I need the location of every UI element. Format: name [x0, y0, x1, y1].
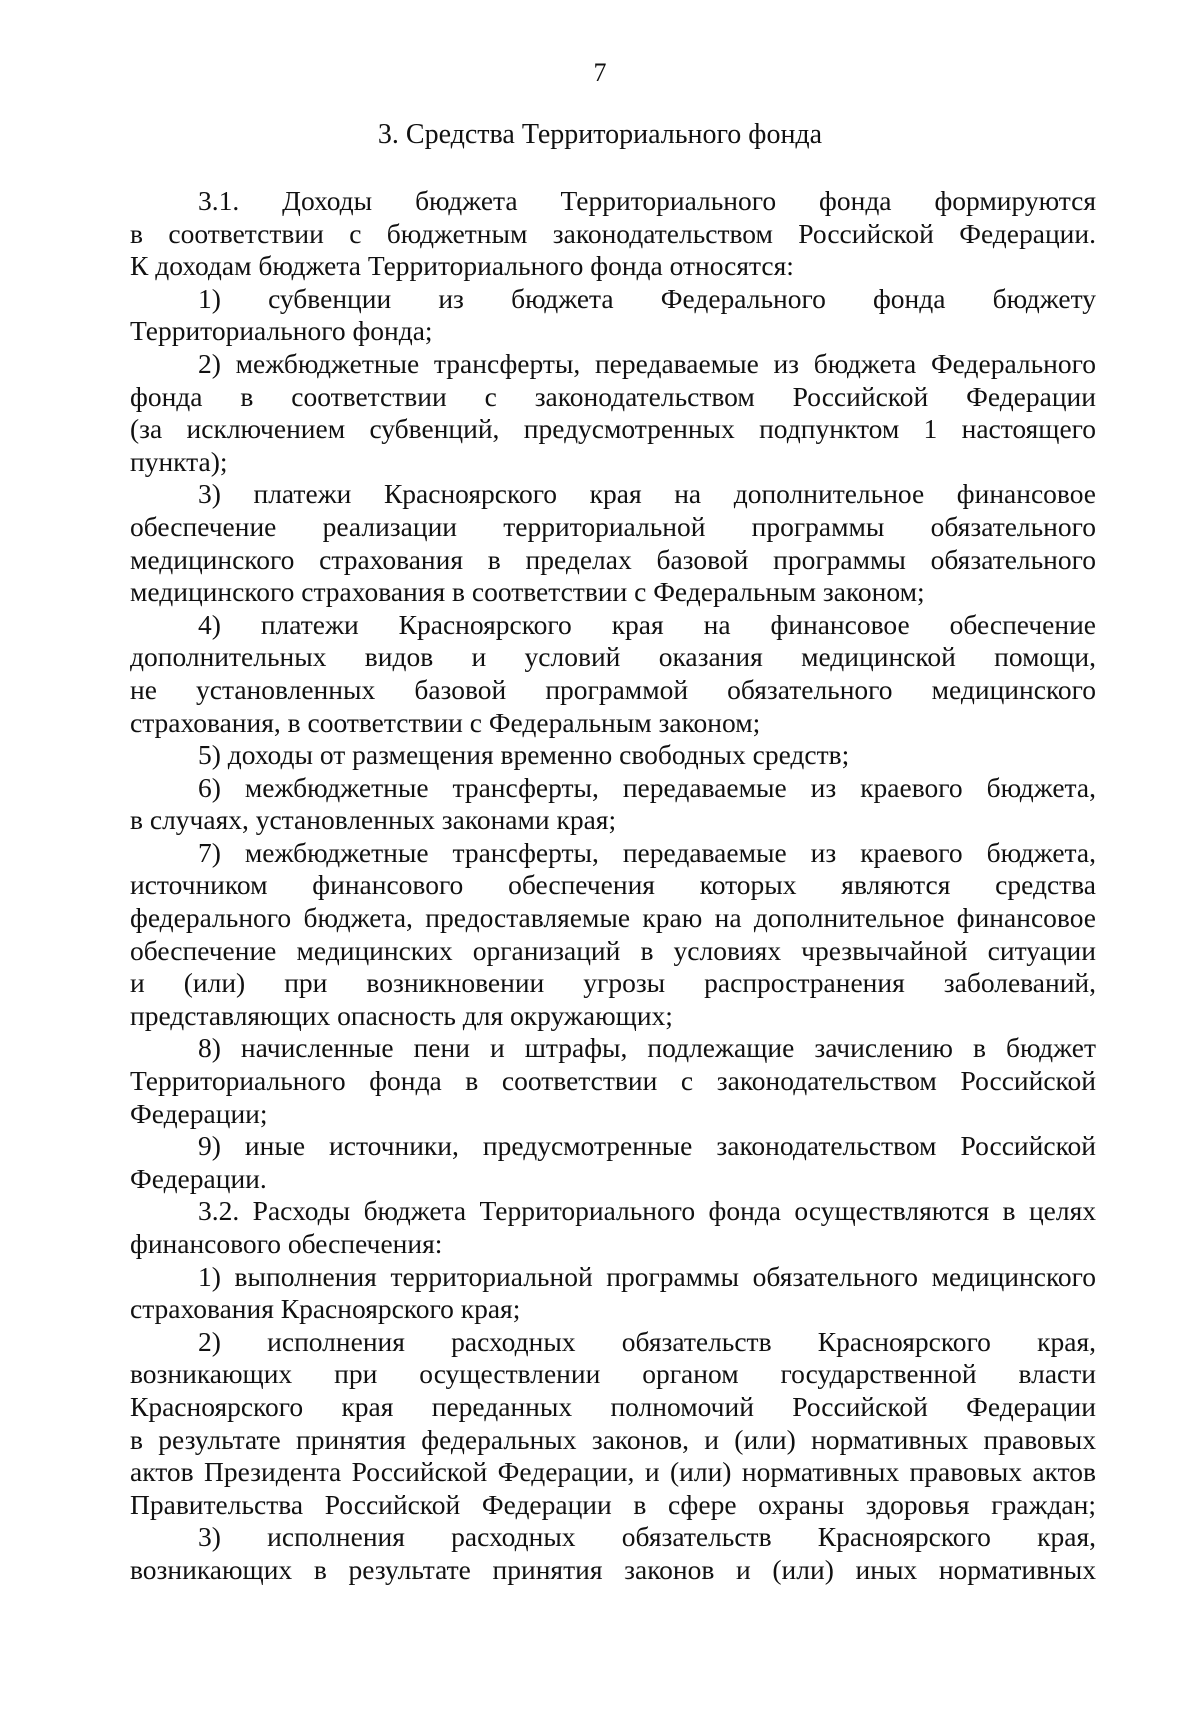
text-line: 1) субвенции из бюджета Федерального фонда бюджету: [198, 282, 1096, 314]
text-line: дополнительных видов и условий оказания медицинской помощи,: [130, 641, 1096, 673]
text-line: актов Президента Российской Федерации, и (или) нормативных правовых актов: [130, 1456, 1096, 1488]
text-line: федерального бюджета, предоставляемые краю на дополнительное финансовое: [130, 902, 1096, 934]
text-line: и (или) при возникновении угрозы распространения заболеваний,: [130, 967, 1096, 999]
text-line: Федерации;: [130, 1097, 268, 1129]
text-line: представляющих опасность для окружающих;: [130, 999, 673, 1031]
text-line: Территориального фонда в соответствии с законодательством Российской: [130, 1065, 1096, 1097]
text-line: 2) межбюджетные трансферты, передаваемые из бюджета Федерального: [198, 347, 1096, 379]
text-line: 3.2. Расходы бюджета Территориального фонда осуществляются в целях: [198, 1195, 1096, 1227]
text-line: 4) платежи Красноярского края на финансовое обеспечение: [198, 608, 1096, 640]
text-line: 8) начисленные пени и штрафы, подлежащие зачислению в бюджет: [198, 1032, 1096, 1064]
text-line: 2) исполнения расходных обязательств Красноярского края,: [198, 1325, 1096, 1357]
text-line: не установленных базовой программой обязательного медицинского: [130, 673, 1096, 705]
text-line: 3) исполнения расходных обязательств Красноярского края,: [198, 1521, 1096, 1553]
text-line: в соответствии с бюджетным законодательством Российской Федерации.: [130, 217, 1096, 249]
text-line: возникающих при осуществлении органом государственной власти: [130, 1358, 1096, 1390]
text-line: обеспечение реализации территориальной программы обязательного: [130, 510, 1096, 542]
text-line: 3.1. Доходы бюджета Территориального фонда формируются: [198, 185, 1096, 216]
text-line: 7) межбюджетные трансферты, передаваемые из краевого бюджета,: [198, 836, 1096, 868]
text-line: страхования Красноярского края;: [130, 1293, 521, 1325]
text-line: медицинского страхования в соответствии с Федеральным законом;: [130, 576, 925, 608]
text-line: К доходам бюджета Территориального фонда относятся:: [130, 250, 794, 282]
text-line: медицинского страхования в пределах базовой программы обязательного: [130, 543, 1096, 575]
text-line: финансового обеспечения:: [130, 1228, 443, 1259]
text-line: обеспечение медицинских организаций в условиях чрезвычайной ситуации: [130, 934, 1096, 966]
text-line: возникающих в результате принятия законов и (или) иных нормативных: [130, 1553, 1096, 1585]
text-line: 1) выполнения территориальной программы обязательного медицинского: [198, 1260, 1096, 1292]
section-title: 3. Средства Территориального фонда: [377, 119, 823, 150]
text-line: источником финансового обеспечения которых являются средства: [130, 869, 1096, 901]
text-line: (за исключением субвенций, предусмотренных подпунктом 1 настоящего: [130, 413, 1096, 445]
text-line: пункта);: [130, 445, 228, 477]
text-line: в результате принятия федеральных законов, и (или) нормативных правовых: [130, 1423, 1096, 1455]
text-line: 6) межбюджетные трансферты, передаваемые из краевого бюджета,: [198, 771, 1096, 803]
text-line: Правительства Российской Федерации в сфере охраны здоровья граждан;: [130, 1488, 1096, 1520]
text-line: в случаях, установленных законами края;: [130, 804, 617, 836]
text-line: 5) доходы от размещения временно свободных средств;: [198, 739, 850, 771]
text-line: фонда в соответствии с законодательством Российской Федерации: [130, 380, 1096, 412]
text-line: 3) платежи Красноярского края на дополнительное финансовое: [198, 478, 1096, 510]
page-number: 7: [593, 58, 607, 87]
text-line: 9) иные источники, предусмотренные законодательством Российской: [198, 1130, 1096, 1162]
text-line: Красноярского края переданных полномочий Российской Федерации: [130, 1390, 1096, 1422]
text-line: Территориального фонда;: [130, 315, 433, 347]
text-line: Федерации.: [130, 1162, 267, 1194]
body-text: [130, 185, 1096, 1587]
text-line: страхования, в соответствии с Федеральным законом;: [130, 706, 761, 738]
